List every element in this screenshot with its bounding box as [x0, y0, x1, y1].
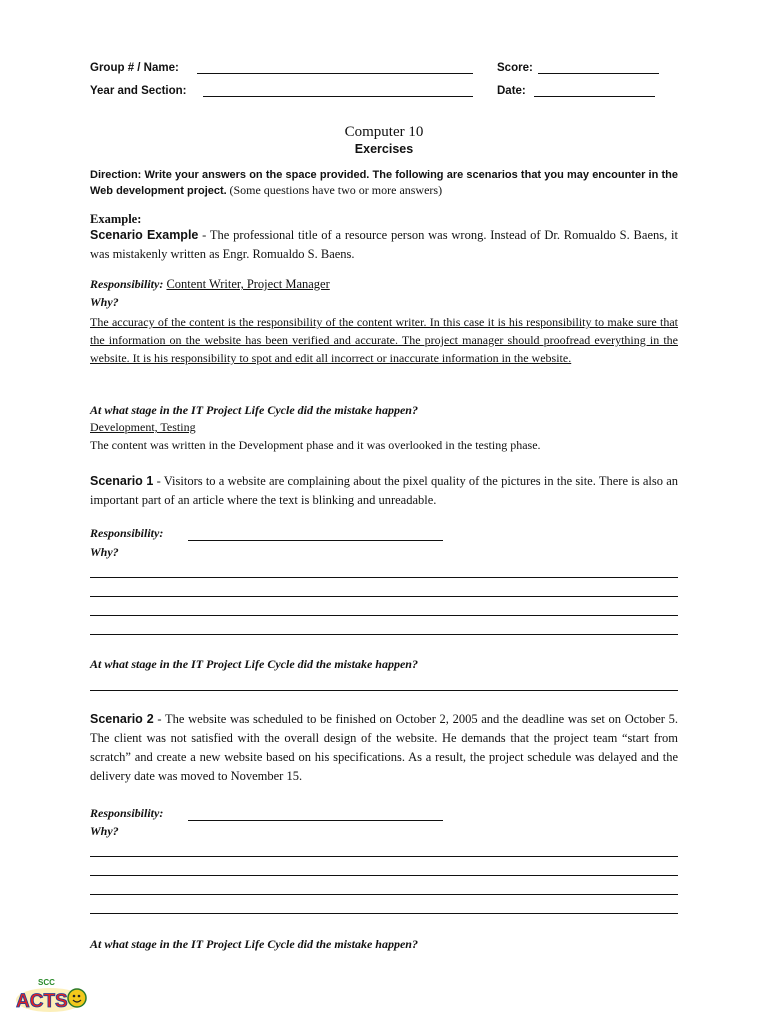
scenario1-why-label: Why?	[90, 545, 119, 559]
scenario1-why-line-3[interactable]	[90, 615, 678, 616]
scenario1-stage-line[interactable]	[90, 690, 678, 691]
score-field[interactable]	[538, 73, 659, 74]
scenario2-why-label: Why?	[90, 824, 119, 838]
scenario1-text: - Visitors to a website are complaining about the pixel quality of the pictures in the site. There is also an important part of an article where the text is blinking and unreadable.	[90, 474, 678, 507]
example-label: Example:	[90, 212, 142, 226]
group-name-field[interactable]	[197, 73, 473, 74]
scenario1-responsibility-field[interactable]	[188, 540, 443, 541]
page-title: Computer 10	[344, 124, 424, 140]
score-label: Score:	[497, 62, 533, 74]
example-responsibility	[90, 277, 330, 292]
scenario1-why-line-4[interactable]	[90, 634, 678, 635]
example-why-answer: The accuracy of the content is the responsibility of the content writer. In this case it is his responsibility to make sure that the information on the website has been verified and accurate. The project manager should proofread everything in the website. It is his responsibility to spot and edit all incorrect or inaccurate information in the website.	[90, 315, 678, 365]
scenario1-why-line-1[interactable]	[90, 577, 678, 578]
responsibility-answer: Content Writer, Project Manager	[166, 277, 330, 291]
example-scenario	[90, 226, 678, 264]
scenario1-text-block	[90, 472, 678, 510]
logo-main-text: ACTS	[16, 991, 68, 1012]
scenario2-label: Scenario 2	[90, 712, 154, 726]
scenario2-why-line-3[interactable]	[90, 894, 678, 895]
scenario2-why-line-1[interactable]	[90, 856, 678, 857]
example-why-label: Why?	[90, 295, 119, 309]
responsibility-label: Responsibility:	[90, 277, 164, 291]
logo-top-text: SCC	[38, 978, 55, 987]
example-stage-explanation: The content was written in the Development phase and it was overlooked in the testing phase.	[90, 438, 541, 452]
scenario1-label: Scenario 1	[90, 474, 154, 488]
scenario2-why-line-2[interactable]	[90, 875, 678, 876]
logo-graphic	[12, 976, 88, 1014]
scenario2-text-block	[90, 710, 678, 786]
scenario2-why-line-4[interactable]	[90, 913, 678, 914]
year-section-label: Year and Section:	[90, 85, 187, 97]
direction-note: (Some questions have two or more answers)	[229, 183, 443, 197]
scc-acts-logo	[12, 976, 88, 1014]
scenario1-stage-question: At what stage in the IT Project Life Cycle did the mistake happen?	[90, 657, 418, 671]
scenario2-text: - The website was scheduled to be finished on October 2, 2005 and the deadline was set on October 5. The client was not satisfied with the overall design of the website. He demands that the project team “start from scratch” and create a new website based on his specifications. As a result, the project schedule was delayed and the delivery date was moved to November 15.	[90, 712, 678, 783]
date-label: Date:	[497, 85, 526, 97]
date-field[interactable]	[534, 96, 655, 97]
year-section-field[interactable]	[203, 96, 473, 97]
example-scenario-text: - The professional title of a resource person was wrong. Instead of Dr. Romualdo S. Baens, it was mistakenly written as Engr. Romualdo S. Baens.	[90, 228, 678, 261]
scenario2-stage-question: At what stage in the IT Project Life Cycle did the mistake happen?	[90, 937, 418, 951]
example-stage-answer: Development, Testing	[90, 420, 196, 434]
direction-bold: Direction: Write your answers on the space provided. The following are scenarios that you may encounter in the Web development project.	[90, 169, 678, 197]
scenario1-why-line-2[interactable]	[90, 596, 678, 597]
scenario1-responsibility-label: Responsibility:	[90, 526, 164, 540]
example-scenario-label: Scenario Example	[90, 228, 199, 242]
direction-text	[90, 168, 678, 199]
example-stage-question: At what stage in the IT Project Life Cycle did the mistake happen?	[90, 403, 418, 417]
page-subtitle: Exercises	[354, 142, 414, 156]
scenario2-responsibility-field[interactable]	[188, 820, 443, 821]
group-name-label: Group # / Name:	[90, 62, 179, 74]
scenario2-responsibility-label: Responsibility:	[90, 806, 164, 820]
